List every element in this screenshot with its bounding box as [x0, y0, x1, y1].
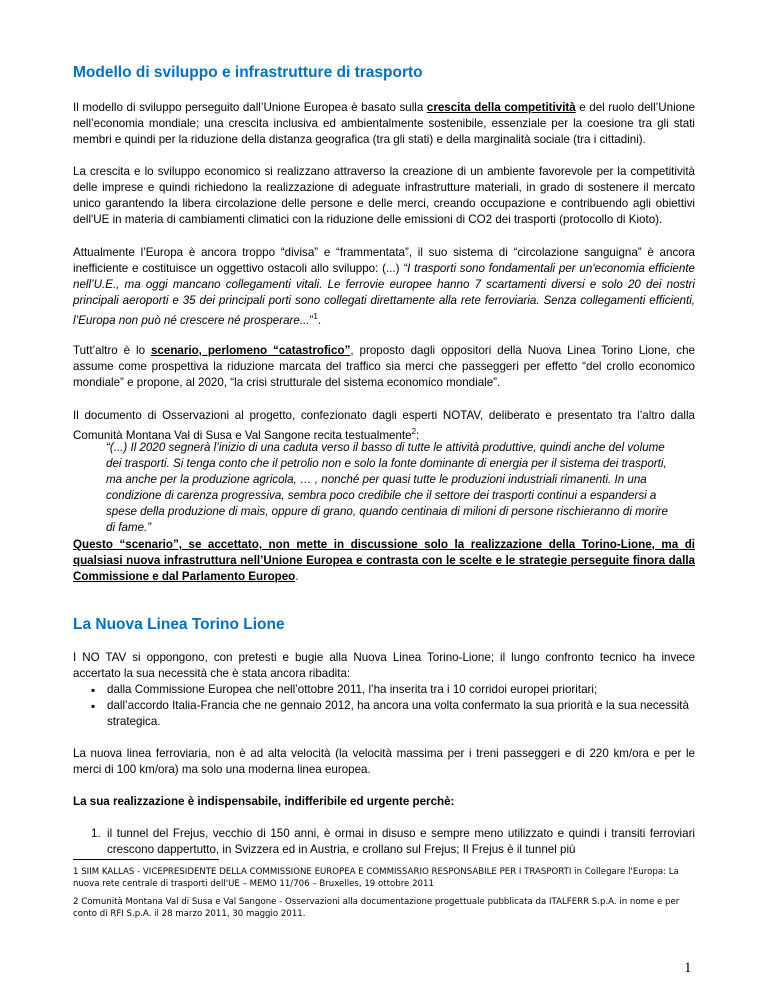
footnote-1: 1 SIIM KALLAS - VICEPRESIDENTE DELLA COMMISSIONE EUROPEA E COMMISSARIO RESPONSABILE PER I TRASPORTI in Collegare l'Europa: La nuova rete centrale di trasporti dell'UE – MEMO 11/706 – Bruxelles, 19 ottobre 2011 — [73, 867, 679, 889]
paragraph-modello-sviluppo — [73, 100, 695, 148]
emphasis-frejus: tunnel del Frejus — [116, 827, 206, 840]
block-quote-notav: “(...) Il 2020 segnerà l’inizio di una caduta verso il basso di tutte le attività produttive, quindi anche del volume dei trasporti. Si tenga conto che il petrolio non e solo la fonte dominante di energia per il sistema dei trasporti, ma anche per la produzione agricola, … , nonché per quasi tutte le produzioni industriali rimanenti. In una condizione di carenza progressiva, sembra poco credibile che il settore dei trasporti continui a espandersi a spese della produzione di mais, oppure di grano, quando centinaia di milioni di persone rischieranno di morire di fame.” — [106, 441, 668, 535]
emphasis-scenario: scenario, perlomeno “catastrofico” — [150, 344, 351, 357]
footnote-2: 2 Comunità Montana Val di Susa e Val Sangone - Osservazioni alla documentazione progettuale pubblicata da ITALFERR S.p.A. in nome e per conto di RFI S.p.A. il 28 marzo 2011, 30 maggio 2011. — [73, 897, 680, 919]
section-title-modello: Modello di sviluppo e infrastrutture di trasporto — [73, 64, 423, 81]
text-run: , proposto dagli oppositori della Nuova Linea Torino Lione, che assume come prospettiva la riduzione marcata del traffico sia merci che passeggeri per effetto “del crollo economico mondiale” e propone, al 2020, “la crisi strutturale del sistema economico mondiale”. — [73, 344, 696, 390]
text-run: : — [416, 428, 420, 442]
paragraph-crescita: La crescita e lo sviluppo economico si realizzano attraverso la creazione di un ambiente favorevole per la competitività delle imprese e quindi richiedono la realizzazione di adeguate infrastrutture materiali, in grado di sostenere il mercato unico garantendo la libera circolazione delle persone e delle merci, creando occupazione e contribuendo agli obiettivi dell'UE in materia di cambiamenti climatici con la riduzione delle emissioni di CO2 dei trasporti (protocollo di Kioto). — [73, 165, 695, 227]
list-item — [73, 826, 695, 858]
page-number: 1 — [684, 960, 692, 976]
footnote-ref-2: 2 — [411, 427, 417, 437]
numbered-list — [73, 826, 695, 858]
footnote-divider — [73, 859, 219, 860]
list-number: 1. — [91, 827, 101, 840]
text-run: Attualmente l’Europa è ancora troppo “divisa” e “frammentata”, il suo sistema di “circolazione sanguigna” è ancora inefficiente e costituisce un oggettivo ostacoli allo sviluppo: (...) — [73, 246, 695, 276]
text-run: Tutt’altro è lo — [73, 344, 151, 357]
emphasis-conclusion: Questo “scenario”, se accettato, non mette in discussione solo la realizzazione della Torino-Lione, ma di qualsiasi nuova infrastruttura nell’Unione Europea e contrasta con le scelte e le strategie perseguite finora dalla Commissione e dal Parlamento Europeo — [73, 538, 695, 584]
text-run: il — [107, 827, 117, 840]
text-run: Il modello di sviluppo perseguito dall’Unione Europea è basato sulla — [73, 101, 427, 114]
paragraph-nuova-linea: La nuova linea ferroviaria, non è ad alta velocità (la velocità massima per i treni passeggeri e di 220 km/ora e per le merci di 100 km/ora) ma solo una moderna linea europea. — [73, 747, 695, 777]
paragraph-scenario — [73, 343, 695, 391]
paragraph-indispensabile: La sua realizzazione è indispensabile, indifferibile ed urgente perchè: — [73, 795, 455, 808]
text-run: Il documento di Osservazioni al progetto, confezionato dagli esperti NOTAV, deliberato e presentato tra l’altro dalla Comunità Montana Val di Susa e Val Sangone recita testualmente — [73, 409, 695, 442]
footnote-ref-1: 1 — [313, 312, 318, 322]
text-run: ” — [309, 314, 314, 328]
paragraph-europa-divisa: Attualmente l’Europa è ancora troppo “divisa” e “frammentata”, il suo sistema di “circolazione sanguigna” è ancora inefficiente e costituisce un oggettivo ostacoli allo sviluppo: (...) “I trasporti sono fondamentali per un'economia efficiente nell’U.E., ma oggi mancano collegamenti vitali. Le ferrovie europee hanno 7 scartamenti diversi e solo 20 dei nostri principali aeroporti e 35 dei principali porti sono collegati direttamente alla rete ferroviaria. Senza collegamenti efficienti, l’Europa non può né crescere né prosperare...”$^1$. — [73, 246, 695, 328]
paragraph-conclusion — [73, 537, 695, 585]
quote-kallas: “I trasporti sono fondamentali per un'economia efficiente nell’U.E., ma oggi mancano collegamenti vitali. Le ferrovie europee hanno 7 scartamenti diversi e solo 20 dei nostri principali aeroporti e 35 dei principali porti sono collegati direttamente alla rete ferroviaria. Senza collegamenti efficienti, l’Europa non può né crescere né prosperare... — [73, 262, 695, 328]
emphasis-competitivita: crescita della competitività — [426, 101, 576, 114]
list-item: ▪ dall’accordo Italia-Francia che ne gennaio 2012, ha ancora una volta confermato la sua priorità e la sua necessità strategica. — [91, 698, 695, 730]
text-run: , vecchio di 150 anni, è ormai in disuso e sempre meno utilizzato e quindi i transiti ferroviari crescono dappertutto, in Svizzera ed in Austria, e crollano sul Frejus; Il Frejus è il tunnel più — [107, 827, 696, 857]
bullet-list — [91, 682, 695, 730]
section-title-nuova-linea: La Nuova Linea Torino Lione — [73, 616, 285, 633]
text-run: . — [295, 570, 299, 584]
paragraph-osservazioni — [73, 408, 695, 444]
list-item: ▪ dalla Commissione Europea che nell’ottobre 2011, l’ha inserita tra i 10 corridoi europei prioritari; — [91, 682, 695, 698]
text-run: e del ruolo dell’Unione nell’economia mondiale; una crescita inclusiva ed ambientalmente sostenibile, essenziale per la coesione tra gli stati membri e quindi per la riduzione della distanza geografica (tra gli stati) e della marginalità sociale (tra i cittadini). — [73, 101, 695, 147]
paragraph-notav: I NO TAV si oppongono, con pretesti e bugie alla Nuova Linea Torino-Lione; il lungo confronto tecnico ha invece accertato la sua necessità che è stata ancora ribadita: — [73, 651, 695, 681]
